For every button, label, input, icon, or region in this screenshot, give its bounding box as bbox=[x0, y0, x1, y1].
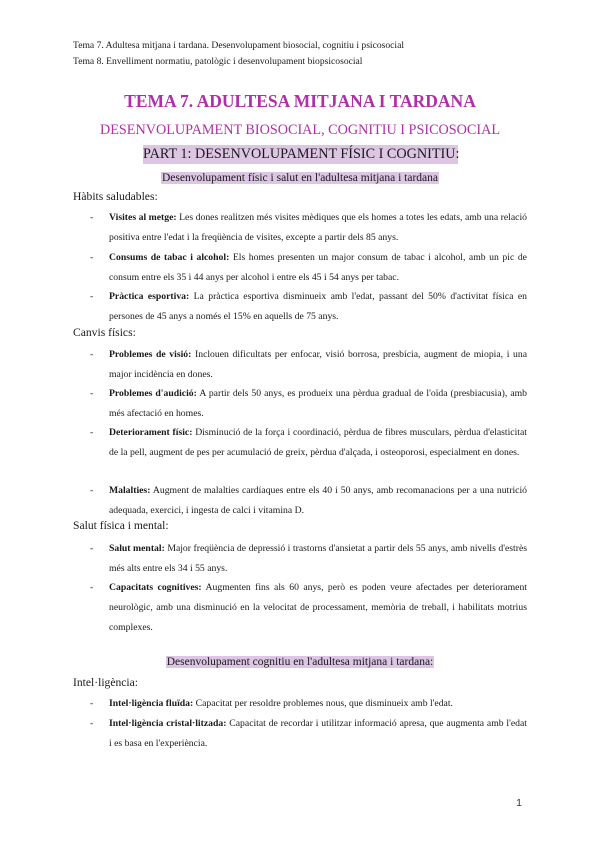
section-title-physical bbox=[0, 171, 600, 186]
list-item-fluid-intelligence bbox=[90, 694, 527, 714]
bullet-dash: - bbox=[90, 388, 94, 399]
category-healthy-habits: Hàbits saludables: bbox=[73, 190, 158, 203]
bullet-dash: - bbox=[90, 252, 94, 263]
item-term: Pràctica esportiva: bbox=[109, 291, 190, 302]
item-text: Augmenten fins als 60 anys, però es poden veure afectades per deteriorament neurològic, amb una disminució en la velocitat de processament, memòria de treball, i habilitats motrius complexes. bbox=[109, 582, 527, 633]
bullet-dash: - bbox=[90, 718, 94, 729]
list-item-physical-deterioration bbox=[90, 423, 527, 483]
item-text: Capacitat de recordar i utilitzar informació apresa, que augmenta amb l'edat i es basa en l'experiència. bbox=[109, 718, 527, 749]
list-item-mental-health bbox=[90, 539, 527, 579]
item-text: Capacitat per resoldre problemes nous, que disminueix amb l'edat. bbox=[193, 698, 453, 709]
item-text: Major freqüència de depressió i trastorns d'ansietat a partir dels 55 anys, amb nivells d'estrès més alts entre els 34 i 55 anys. bbox=[109, 543, 528, 574]
category-physical-changes: Canvis físics: bbox=[73, 326, 136, 339]
part-title: PART 1: DESENVOLUPAMENT FÍSIC I COGNITIU: bbox=[143, 146, 460, 162]
bullet-dash: - bbox=[90, 291, 94, 302]
document-subtitle: DESENVOLUPAMENT BIOSOCIAL, COGNITIU I PSICOSOCIAL bbox=[99, 122, 501, 138]
bullet-dash: - bbox=[90, 582, 94, 593]
item-term: Malalties: bbox=[109, 485, 151, 496]
item-term: Problemes de visió: bbox=[109, 349, 192, 360]
list-item-hearing-problems bbox=[90, 384, 527, 424]
item-term: Intel·ligència cristal·litzada: bbox=[109, 718, 227, 729]
document-title: TEMA 7. ADULTESA MITJANA I TARDANA bbox=[124, 91, 476, 111]
bullet-dash: - bbox=[90, 212, 94, 223]
item-text: Inclouen dificultats per enfocar, visió borrosa, presbícia, augment de miopia, i una major incidència en dones. bbox=[109, 349, 527, 380]
item-term: Visites al metge: bbox=[109, 212, 177, 223]
item-term: Intel·ligència fluïda: bbox=[109, 698, 194, 709]
category-physical-mental-health: Salut física i mental: bbox=[73, 519, 169, 532]
list-item-vision-problems bbox=[90, 345, 527, 385]
running-header-line-2: Tema 8. Envelliment normatiu, patològic i desenvolupament biopsicosocial bbox=[73, 56, 363, 67]
bullet-dash: - bbox=[90, 543, 94, 554]
bullet-dash: - bbox=[90, 349, 94, 360]
item-text: Les dones realitzen més visites mèdiques que els homes a totes les edats, amb una relació positiva entre l'edat i la freqüència de visites, excepte a partir dels 85 anys. bbox=[109, 212, 527, 243]
item-term: Consums de tabac i alcohol: bbox=[109, 252, 230, 263]
item-term: Problemes d'audició: bbox=[109, 388, 197, 399]
item-text: A partir dels 50 anys, es produeix una pèrdua gradual de l'oïda (presbiacusia), amb més afectació en homes. bbox=[109, 388, 528, 419]
item-text: La pràctica esportiva disminueix amb l'edat, passant del 50% d'activitat física en persones de 45 anys a només el 15% en aquells de 75 anys. bbox=[109, 291, 527, 322]
list-item-cognitive-abilities bbox=[90, 578, 527, 638]
list-item-crystallized-intelligence bbox=[90, 714, 527, 754]
bullet-dash: - bbox=[90, 485, 94, 496]
section-title-cognitive bbox=[0, 655, 600, 670]
category-intelligence: Intel·ligència: bbox=[73, 676, 139, 689]
list-item-tobacco-alcohol bbox=[90, 248, 527, 288]
running-header-line-1: Tema 7. Adultesa mitjana i tardana. Desenvolupament biosocial, cognitiu i psicosocial bbox=[73, 40, 405, 51]
item-term: Salut mental: bbox=[109, 543, 165, 554]
list-item-doctor-visits bbox=[90, 208, 527, 248]
list-item-diseases bbox=[90, 481, 527, 521]
item-text: Disminució de la força i coordinació, pèrdua de fibres musculars, pèrdua d'elasticitat de la pell, augment de pes per acumulació de greix, pèrdua d'alçada, i osteoporosi, especialment en dones. bbox=[109, 427, 527, 458]
section-title-physical-text: Desenvolupament físic i salut en l'adultesa mitjana i tardana bbox=[161, 172, 439, 184]
item-text: Els homes presenten un major consum de tabac i alcohol, amb un pic de consum entre els 35 i 44 anys per alcohol i entre els 45 i 54 anys per tabac. bbox=[109, 252, 527, 283]
list-item-sport-practice bbox=[90, 287, 527, 327]
item-term: Deteriorament físic: bbox=[109, 427, 193, 438]
item-term: Capacitats cognitives: bbox=[109, 582, 202, 593]
item-text: Augment de malalties cardíaques entre els 40 i 50 anys, amb recomanacions per a una nutrició adequada, exercici, i ingesta de calci i vitamina D. bbox=[109, 485, 527, 516]
bullet-dash: - bbox=[90, 698, 94, 709]
bullet-dash: - bbox=[90, 427, 94, 438]
section-title-cognitive-text: Desenvolupament cognitiu en l'adultesa mitjana i tardana: bbox=[166, 656, 434, 668]
page-number: 1 bbox=[516, 797, 522, 809]
